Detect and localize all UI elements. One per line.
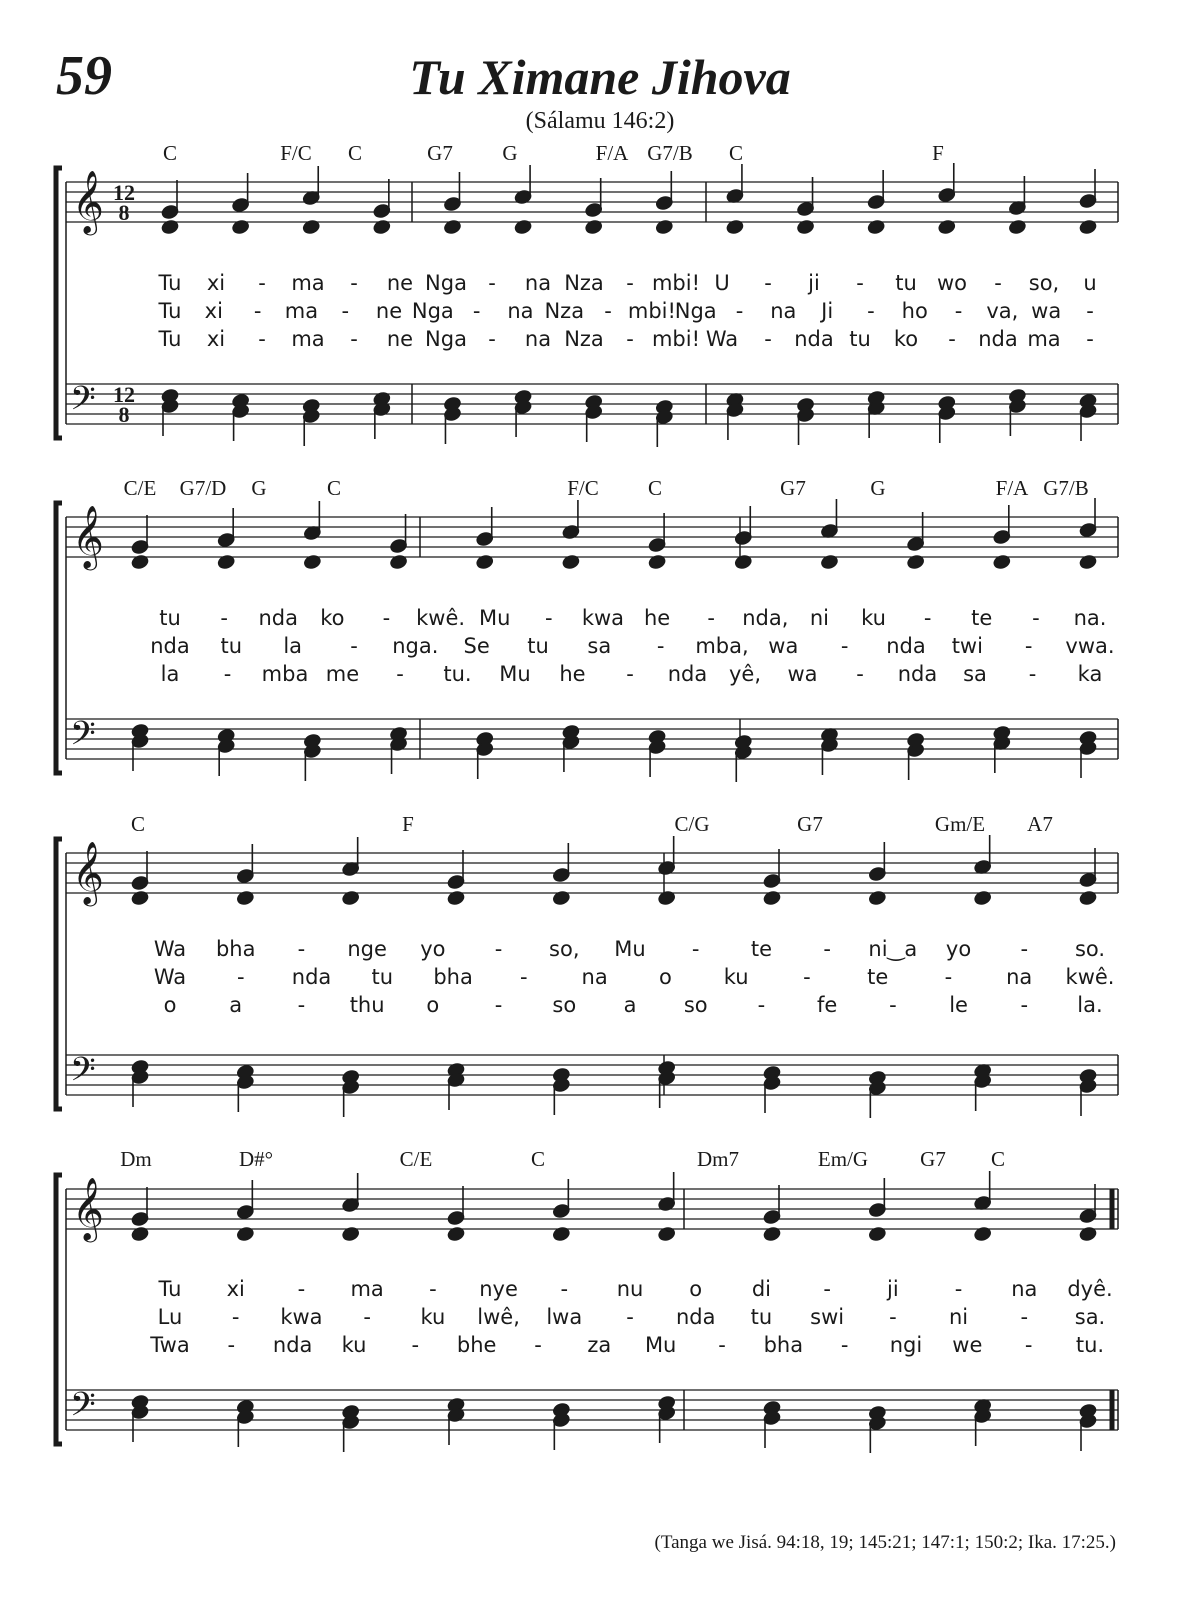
treble-clef: 𝄞 bbox=[72, 841, 104, 904]
lyric-syllable: ho bbox=[901, 299, 928, 323]
lyric-syllable: ni bbox=[809, 606, 829, 630]
chord-symbol: C bbox=[347, 141, 363, 165]
chord-symbol: F/C bbox=[280, 141, 312, 165]
lyric-syllable: a bbox=[229, 993, 243, 1017]
lyric-hyphen: - bbox=[1086, 327, 1094, 351]
lyric-syllable: bha bbox=[763, 1333, 804, 1357]
lyric-syllable: mbi! bbox=[651, 271, 701, 295]
lyric-hyphen: - bbox=[494, 993, 503, 1017]
lyric-hyphen: - bbox=[954, 299, 963, 323]
lyric-hyphen: - bbox=[472, 299, 481, 323]
lyric-hyphen: - bbox=[411, 1333, 420, 1357]
lyric-syllable: Twa bbox=[150, 1333, 190, 1357]
lyric-syllable: kwa bbox=[280, 1305, 323, 1329]
lyric-syllable: dyê. bbox=[1067, 1277, 1113, 1301]
lyric-hyphen: - bbox=[429, 1277, 437, 1301]
lyric-hyphen: - bbox=[718, 1333, 726, 1357]
chord-symbol: G bbox=[870, 476, 886, 500]
lyric-syllable: he bbox=[643, 606, 671, 630]
chord-symbol: G7 bbox=[427, 141, 453, 165]
chord-symbol: F/A bbox=[595, 141, 629, 165]
lyric-hyphen: - bbox=[258, 327, 266, 351]
lyric-syllable: mbi! bbox=[651, 327, 701, 351]
lyric-hyphen: - bbox=[1020, 1305, 1029, 1329]
lyric-hyphen: - bbox=[1028, 662, 1037, 686]
lyric-hyphen: - bbox=[520, 965, 528, 989]
chord-symbol: Gm/E bbox=[934, 812, 986, 836]
lyric-hyphen: - bbox=[258, 271, 266, 295]
system-bracket bbox=[56, 1175, 62, 1444]
lyric-syllable: Tu bbox=[158, 299, 182, 323]
lyric-syllable: we bbox=[952, 1333, 983, 1357]
lyric-hyphen: - bbox=[626, 271, 634, 295]
time-signature-bottom: 8 bbox=[118, 200, 130, 225]
lyric-syllable: nge bbox=[347, 937, 387, 961]
song-number: 59 bbox=[56, 45, 112, 107]
song-title: Tu Ximane Jihova bbox=[409, 49, 791, 105]
time-signature-bottom: 8 bbox=[118, 402, 130, 427]
lyric-hyphen: - bbox=[626, 662, 634, 686]
lyric-syllable: wo bbox=[936, 271, 968, 295]
lyric-hyphen: - bbox=[341, 299, 350, 323]
lyric-hyphen: - bbox=[840, 634, 849, 658]
lyric-syllable: ko bbox=[320, 606, 345, 630]
lyric-hyphen: - bbox=[656, 634, 665, 658]
lyric-syllable: nda bbox=[258, 606, 298, 630]
lyric-syllable: Nza bbox=[564, 271, 604, 295]
lyric-syllable: tu bbox=[849, 327, 871, 351]
chord-symbol: Dm bbox=[120, 1147, 152, 1171]
chord-symbol: F/C bbox=[567, 476, 599, 500]
lyric-syllable: Tu bbox=[158, 1277, 182, 1301]
lyric-syllable: ni‿a bbox=[868, 937, 918, 961]
lyric-hyphen: - bbox=[494, 937, 503, 961]
lyric-hyphen: - bbox=[856, 271, 864, 295]
lyric-syllable: lwê, bbox=[477, 1305, 520, 1329]
lyric-hyphen: - bbox=[604, 299, 612, 323]
lyric-hyphen: - bbox=[488, 271, 496, 295]
chord-symbol: C bbox=[990, 1147, 1006, 1171]
lyric-hyphen: - bbox=[534, 1333, 542, 1357]
lyric-syllable: lwa bbox=[546, 1305, 583, 1329]
lyric-hyphen: - bbox=[1020, 937, 1029, 961]
system-bracket bbox=[56, 839, 62, 1109]
lyric-hyphen: - bbox=[691, 937, 700, 961]
lyric-hyphen: - bbox=[297, 937, 306, 961]
lyric-hyphen: - bbox=[220, 606, 228, 630]
lyric-hyphen: - bbox=[1024, 634, 1033, 658]
lyric-syllable: tu bbox=[159, 606, 181, 630]
lyric-syllable: nda bbox=[667, 662, 708, 686]
lyric-syllable: ngi bbox=[889, 1333, 923, 1357]
lyric-hyphen: - bbox=[944, 965, 953, 989]
lyric-syllable: Lu bbox=[157, 1305, 183, 1329]
lyric-syllable: yo bbox=[420, 937, 446, 961]
lyric-syllable: te bbox=[867, 965, 889, 989]
lyric-syllable: nda, bbox=[742, 606, 789, 630]
lyric-hyphen: - bbox=[840, 1333, 849, 1357]
scripture-reference: (Sálamu 146:2) bbox=[525, 108, 675, 134]
system-bracket bbox=[56, 503, 62, 773]
lyric-syllable: ni bbox=[948, 1305, 969, 1329]
lyric-syllable: yê, bbox=[728, 662, 762, 686]
lyric-hyphen: - bbox=[350, 634, 358, 658]
lyric-hyphen: - bbox=[236, 965, 245, 989]
bass-clef: 𝄢 bbox=[70, 380, 96, 426]
lyric-syllable: na bbox=[524, 271, 552, 295]
lyric-hyphen: - bbox=[948, 327, 956, 351]
lyric-syllable: la bbox=[283, 634, 303, 658]
lyric-syllable: tu bbox=[750, 1305, 773, 1329]
lyric-syllable: nye bbox=[479, 1277, 518, 1301]
lyric-syllable: kwê. bbox=[1065, 965, 1115, 989]
chord-symbol: G7/D bbox=[179, 476, 227, 500]
lyric-hyphen: - bbox=[363, 1305, 371, 1329]
lyric-syllable: ma bbox=[291, 271, 325, 295]
lyric-syllable: na bbox=[507, 299, 534, 323]
chord-symbol: F bbox=[932, 141, 944, 165]
lyric-syllable: Mu bbox=[614, 937, 646, 961]
lyric-syllable: kwa bbox=[581, 606, 625, 630]
lyric-syllable: bha bbox=[215, 937, 256, 961]
lyric-hyphen: - bbox=[1020, 993, 1029, 1017]
chord-symbol: C bbox=[728, 141, 744, 165]
lyric-hyphen: - bbox=[297, 1277, 306, 1301]
lyric-syllable: so, bbox=[549, 937, 580, 961]
chord-symbol: C bbox=[647, 476, 663, 500]
lyric-syllable: bhe bbox=[456, 1333, 497, 1357]
lyric-hyphen: - bbox=[223, 662, 232, 686]
lyric-hyphen: - bbox=[1024, 1333, 1033, 1357]
lyric-hyphen: - bbox=[488, 327, 496, 351]
lyric-syllable: za bbox=[587, 1333, 612, 1357]
lyric-syllable: te bbox=[971, 606, 993, 630]
lyric-syllable: wa bbox=[787, 662, 818, 686]
chord-symbol: G7 bbox=[920, 1147, 946, 1171]
lyric-syllable: na bbox=[1006, 965, 1033, 989]
footer-references: (Tanga we Jisá. 94:18, 19; 145:21; 147:1; 150:2; Ika. 17:25.) bbox=[654, 1532, 1116, 1553]
lyric-syllable: bha bbox=[433, 965, 473, 989]
lyric-hyphen: - bbox=[396, 662, 404, 686]
lyric-syllable: Nga bbox=[425, 327, 467, 351]
lyric-syllable: Mu bbox=[644, 1333, 677, 1357]
lyric-syllable: ku bbox=[723, 965, 749, 989]
lyric-syllable: Ji bbox=[821, 299, 834, 323]
lyric-hyphen: - bbox=[350, 327, 358, 351]
chord-symbol: C/G bbox=[674, 812, 710, 836]
chord-symbol: G7/B bbox=[647, 141, 693, 165]
lyric-syllable: yo bbox=[945, 937, 972, 961]
time-signature-top: 12 bbox=[113, 180, 135, 205]
treble-clef: 𝄞 bbox=[72, 1177, 104, 1240]
lyric-syllable: sa bbox=[963, 662, 987, 686]
lyric-syllable: na bbox=[524, 327, 552, 351]
lyric-syllable: Wa bbox=[153, 965, 187, 989]
treble-clef: 𝄞 bbox=[72, 505, 104, 568]
lyric-syllable: twi bbox=[951, 634, 983, 658]
lyric-hyphen: - bbox=[545, 606, 553, 630]
lyric-hyphen: - bbox=[764, 327, 772, 351]
lyric-syllable: tu bbox=[220, 634, 243, 658]
lyric-syllable: a bbox=[623, 993, 637, 1017]
chord-symbol: G7 bbox=[797, 812, 823, 836]
bass-clef: 𝄢 bbox=[70, 715, 96, 761]
lyric-syllable: o bbox=[689, 1277, 703, 1301]
lyric-hyphen: - bbox=[231, 1305, 240, 1329]
lyric-syllable: sa bbox=[587, 634, 612, 658]
lyric-hyphen: - bbox=[923, 606, 932, 630]
lyric-syllable: so, bbox=[1028, 271, 1060, 295]
lyric-hyphen: - bbox=[994, 271, 1002, 295]
lyric-syllable: wa bbox=[1031, 299, 1062, 323]
lyric-syllable: xi bbox=[226, 1277, 245, 1301]
lyric-syllable: ji bbox=[887, 1277, 899, 1301]
chord-symbol: C bbox=[162, 141, 178, 165]
chord-symbol: G bbox=[502, 141, 518, 165]
lyric-syllable: nda bbox=[897, 662, 938, 686]
lyric-syllable: na bbox=[1011, 1277, 1038, 1301]
chord-symbol: G bbox=[251, 476, 267, 500]
lyric-syllable: le bbox=[949, 993, 968, 1017]
lyric-syllable: o bbox=[426, 993, 440, 1017]
lyric-syllable: me bbox=[325, 662, 360, 686]
lyric-syllable: na bbox=[770, 299, 797, 323]
lyric-syllable: ku bbox=[420, 1305, 446, 1329]
lyric-syllable: tu. bbox=[443, 662, 472, 686]
lyric-syllable: xi bbox=[206, 327, 226, 351]
lyric-syllable: so. bbox=[1074, 937, 1106, 961]
lyric-hyphen: - bbox=[350, 271, 358, 295]
chord-symbol: C bbox=[130, 812, 146, 836]
chord-symbol: G7 bbox=[780, 476, 806, 500]
lyric-syllable: Nza bbox=[544, 299, 585, 323]
lyric-syllable: ka bbox=[1077, 662, 1103, 686]
bass-clef: 𝄢 bbox=[70, 1051, 96, 1097]
lyric-syllable: o bbox=[163, 993, 177, 1017]
chord-symbol: D#° bbox=[238, 1147, 274, 1171]
lyric-syllable: nda bbox=[150, 634, 190, 658]
lyric-syllable: ma bbox=[1027, 327, 1061, 351]
lyric-syllable: Tu bbox=[158, 271, 182, 295]
lyric-syllable: nda bbox=[978, 327, 1018, 351]
chord-symbol: C bbox=[326, 476, 342, 500]
lyric-hyphen: - bbox=[382, 606, 391, 630]
lyric-syllable: di bbox=[751, 1277, 772, 1301]
lyric-syllable: la bbox=[160, 662, 180, 686]
lyric-syllable: ko bbox=[893, 327, 919, 351]
lyric-syllable: xi bbox=[206, 271, 226, 295]
lyric-syllable: tu bbox=[527, 634, 549, 658]
lyric-hyphen: - bbox=[803, 965, 811, 989]
lyric-syllable: kwê. bbox=[416, 606, 466, 630]
lyric-hyphen: - bbox=[1086, 299, 1094, 323]
lyric-syllable: so bbox=[683, 993, 708, 1017]
lyric-hyphen: - bbox=[757, 993, 766, 1017]
lyric-hyphen: - bbox=[889, 993, 897, 1017]
bass-clef: 𝄢 bbox=[70, 1386, 96, 1432]
lyric-syllable: Mu bbox=[478, 606, 511, 630]
lyric-hyphen: - bbox=[560, 1277, 569, 1301]
lyric-syllable: sa. bbox=[1074, 1305, 1106, 1329]
lyric-syllable: tu bbox=[895, 271, 917, 295]
lyric-syllable: vwa. bbox=[1065, 634, 1115, 658]
lyric-syllable: u bbox=[1083, 271, 1097, 295]
chord-symbol: F bbox=[402, 812, 414, 836]
lyric-syllable: nu bbox=[616, 1277, 644, 1301]
lyric-syllable: ma bbox=[291, 327, 325, 351]
lyric-syllable: o bbox=[658, 965, 672, 989]
chord-symbol: Em/G bbox=[817, 1147, 869, 1171]
lyric-syllable: va, bbox=[986, 299, 1019, 323]
lyric-syllable: he bbox=[559, 662, 586, 686]
lyric-hyphen: - bbox=[626, 327, 634, 351]
chord-symbol: G7/B bbox=[1043, 476, 1089, 500]
lyric-syllable: tu bbox=[371, 965, 394, 989]
lyric-syllable: tu. bbox=[1075, 1333, 1105, 1357]
lyric-syllable: mba, bbox=[695, 634, 749, 658]
lyric-syllable: thu bbox=[349, 993, 385, 1017]
lyric-syllable: so bbox=[552, 993, 577, 1017]
lyric-hyphen: - bbox=[889, 1305, 897, 1329]
lyric-syllable: xi bbox=[204, 299, 223, 323]
lyric-syllable: ku bbox=[861, 606, 886, 630]
chord-symbol: C/E bbox=[399, 1147, 433, 1171]
lyric-syllable: na bbox=[581, 965, 608, 989]
lyric-hyphen: - bbox=[856, 662, 864, 686]
lyric-syllable: Nga bbox=[411, 299, 454, 323]
lyric-syllable: ma bbox=[284, 299, 319, 323]
lyric-hyphen: - bbox=[626, 1305, 634, 1329]
lyric-syllable: ji bbox=[808, 271, 820, 295]
lyric-syllable: nda bbox=[272, 1333, 313, 1357]
lyric-syllable: Nza bbox=[564, 327, 604, 351]
lyric-syllable: Wa bbox=[705, 327, 739, 351]
lyric-syllable: nda bbox=[291, 965, 332, 989]
lyric-syllable: swi bbox=[810, 1305, 845, 1329]
lyric-hyphen: - bbox=[867, 299, 875, 323]
system-bracket bbox=[56, 168, 62, 438]
lyric-hyphen: - bbox=[707, 606, 715, 630]
chord-symbol: A7 bbox=[1027, 812, 1053, 836]
lyric-syllable: fe bbox=[816, 993, 838, 1017]
chord-symbol: C bbox=[530, 1147, 546, 1171]
lyric-syllable: nga. bbox=[392, 634, 439, 658]
lyric-syllable: ne bbox=[386, 271, 414, 295]
lyric-syllable: mbi! bbox=[627, 299, 676, 323]
lyric-hyphen: - bbox=[253, 299, 262, 323]
lyric-hyphen: - bbox=[823, 1277, 831, 1301]
lyric-syllable: wa bbox=[768, 634, 799, 658]
lyric-syllable: nda bbox=[886, 634, 926, 658]
lyric-syllable: te bbox=[750, 937, 773, 961]
lyric-syllable: Mu bbox=[499, 662, 531, 686]
lyric-hyphen: - bbox=[297, 993, 306, 1017]
lyric-syllable: ne bbox=[386, 327, 414, 351]
lyric-syllable: Nga bbox=[674, 299, 717, 323]
lyric-hyphen: - bbox=[764, 271, 772, 295]
lyric-syllable: U bbox=[714, 271, 730, 295]
chord-symbol: C/E bbox=[123, 476, 157, 500]
chord-symbol: Dm7 bbox=[697, 1147, 739, 1171]
lyric-syllable: Tu bbox=[158, 327, 182, 351]
lyric-syllable: mba bbox=[261, 662, 309, 686]
chord-symbol: F/A bbox=[995, 476, 1029, 500]
lyric-hyphen: - bbox=[954, 1277, 963, 1301]
time-signature-top: 12 bbox=[113, 382, 135, 407]
lyric-hyphen: - bbox=[1032, 606, 1040, 630]
lyric-syllable: na. bbox=[1073, 606, 1107, 630]
lyric-syllable: Nga bbox=[425, 271, 467, 295]
lyric-syllable: ma bbox=[350, 1277, 384, 1301]
lyric-syllable: ku bbox=[341, 1333, 367, 1357]
lyric-hyphen: - bbox=[823, 937, 831, 961]
lyric-syllable: nda bbox=[675, 1305, 716, 1329]
lyric-hyphen: - bbox=[735, 299, 744, 323]
lyric-syllable: Se bbox=[463, 634, 490, 658]
lyric-syllable: ne bbox=[375, 299, 403, 323]
lyric-hyphen: - bbox=[227, 1333, 236, 1357]
lyric-syllable: nda bbox=[794, 327, 834, 351]
lyric-syllable: Wa bbox=[153, 937, 187, 961]
lyric-syllable: la. bbox=[1077, 993, 1103, 1017]
treble-clef: 𝄞 bbox=[72, 170, 104, 233]
